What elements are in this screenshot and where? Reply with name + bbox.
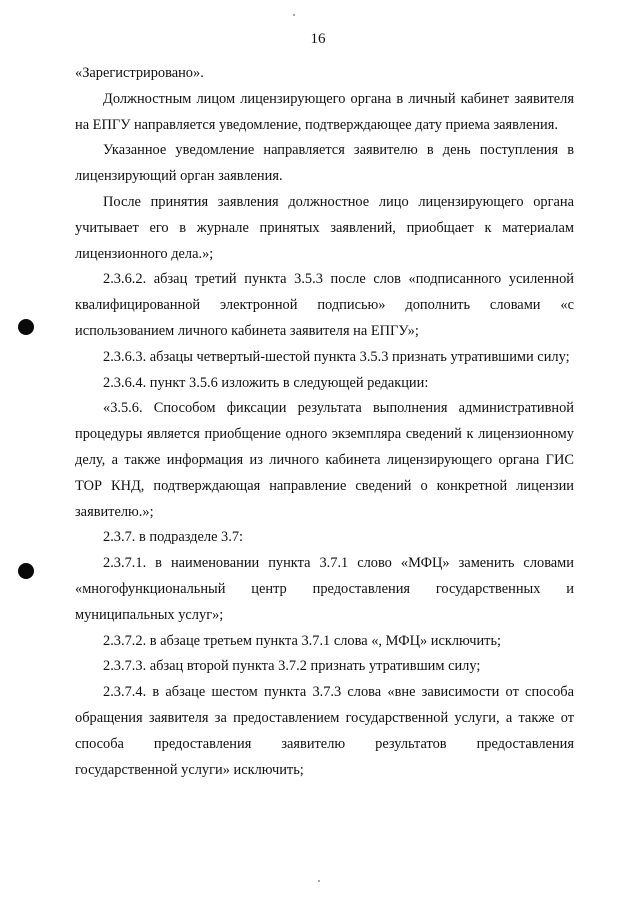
paragraph: 2.3.6.3. абзацы четвертый-шестой пункта 3.5.3 признать утратившими силу; bbox=[103, 348, 570, 365]
paragraph: «Зарегистрировано». bbox=[75, 65, 204, 81]
paragraph: 2.3.6.4. пункт 3.5.6 изложить в следующей редакции: bbox=[103, 374, 429, 391]
paragraph: Указанное уведомление направляется заявителю в день поступления в лицензирующий орган заявления. bbox=[75, 142, 574, 185]
paragraph: 2.3.7.2. в абзаце третьем пункта 3.7.1 слова «, МФЦ» исключить; bbox=[103, 632, 502, 649]
paragraph: 2.3.7.4. в абзаце шестом пункта 3.7.3 слова «вне зависимости от способа обращения заявителя за предоставлением государственной услуги, а также от способа предоставления заявителю результатов предоставления государственной услуги» исключить; bbox=[75, 684, 574, 778]
paragraph: После принятия заявления должностное лицо лицензирующего органа учитывает его в журнале принятых заявлений, приобщает к материалам лицензионного дела.»; bbox=[75, 193, 574, 262]
paragraph: 2.3.6.2. абзац третий пункта 3.5.3 после слов «подписанного усиленной квалифицированной электронной подписью» дополнить словами «с использованием личного кабинета заявителя на ЕПГУ»; bbox=[75, 271, 574, 339]
scan-speck bbox=[293, 14, 295, 16]
punch-hole-upper bbox=[18, 319, 34, 335]
document-body bbox=[75, 61, 574, 783]
paragraph: 2.3.7. в подразделе 3.7: bbox=[103, 529, 244, 546]
scan-speck bbox=[318, 880, 320, 882]
paragraph: 2.3.7.1. в наименовании пункта 3.7.1 слово «МФЦ» заменить словами «многофункциональный центр предоставления государственных и муниципальных услуг»; bbox=[75, 555, 574, 623]
punch-hole-lower bbox=[18, 563, 34, 579]
page-number: 16 bbox=[310, 31, 326, 47]
paragraph: Должностным лицом лицензирующего органа в личный кабинет заявителя на ЕПГУ направляется уведомление, подтверждающее дату приема заявления. bbox=[75, 90, 574, 133]
paragraph: 2.3.7.3. абзац второй пункта 3.7.2 признать утратившим силу; bbox=[103, 658, 481, 675]
paragraph: «3.5.6. Способом фиксации результата выполнения административной процедуры является приобщение одного экземпляра сведений к лицензионному делу, а также информация из личного кабинета лицензирующего органа ГИС ТОР КНД, подтверждающая направление сведений о конкретной лицензии заявителю.»; bbox=[75, 400, 574, 520]
